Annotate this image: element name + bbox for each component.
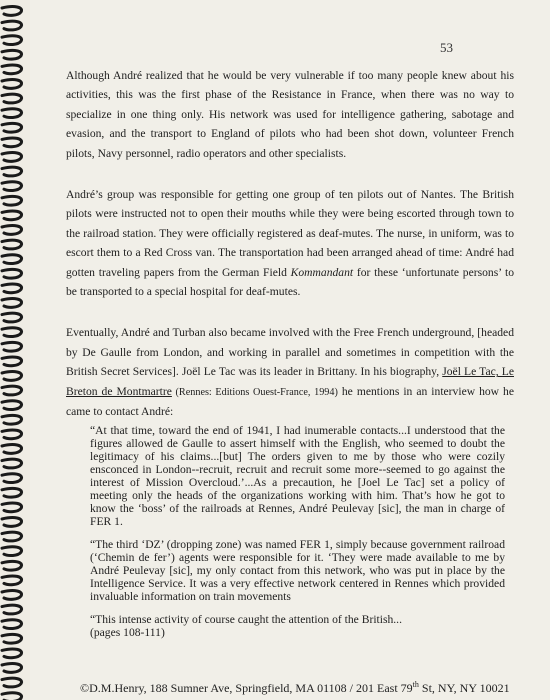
paragraph-3 (66, 323, 514, 421)
binding-coil (2, 65, 22, 74)
binding-coil (2, 386, 22, 395)
binding-coil (2, 357, 22, 366)
binding-coil (2, 50, 22, 59)
binding-coil (2, 226, 22, 235)
paragraph-2-text-end: for these ‘unfortunate persons’ to be transported to a special hospital for deaf-mutes. (66, 265, 515, 299)
binding-coil (2, 445, 22, 454)
binding-coil (2, 167, 22, 176)
binding-coil (2, 430, 22, 439)
binding-coil (2, 372, 22, 381)
page-body (66, 66, 514, 639)
binding-coil (2, 269, 22, 278)
paragraph-3-text-end: he mentions in an interview how he came to contact André: (66, 384, 514, 419)
binding-coil (2, 576, 22, 585)
binding-coil (2, 474, 22, 483)
binding-coil (2, 415, 22, 424)
binding-coil (2, 678, 22, 687)
binding-coil (2, 313, 22, 322)
binding-coil (2, 664, 22, 673)
binding-coil (2, 532, 22, 541)
book-citation: (Rennes: Editions Ouest-France, 1994) (171, 386, 338, 398)
binding-coil (2, 240, 22, 249)
binding-coil (2, 94, 22, 103)
spiral-binding (0, 0, 30, 700)
spiral-binding-coils (0, 0, 30, 700)
quote-3-text: “This intense activity of course caught the attention of the British... (90, 612, 402, 626)
copyright-footer (80, 680, 510, 696)
binding-coil (2, 503, 22, 512)
binding-coil (2, 518, 22, 527)
quote-3 (90, 613, 505, 639)
paragraph-1-text: Although André realized that he would be very vulnerable if too many people knew about his activities, this was the first phase of the Resistance in France, when there was no way to specialize in one thing only. His network was used for intelligence gathering, sabotage and evasion, and the transport to England of pilots who had been shot down, volunteer French pilots, Navy personnel, radio operators and other specialists. (66, 69, 514, 160)
binding-coil (2, 342, 22, 351)
binding-coil (2, 459, 22, 468)
kommandant-term: Kommandant (290, 265, 354, 279)
binding-coil (2, 328, 22, 337)
quote-2: “The third ‘DZ’ (dropping zone) was named FER 1, simply because government railroad (‘Chemin de fer’) agents were responsible for it. ‘They were made available to me by André Peulevay [sic], my only contact from this network, who was put in place by the Intelligence Service. It was a very effective network centered in Rennes which provided invaluable information on train movements (90, 537, 505, 603)
binding-coil (2, 36, 22, 45)
binding-coil (2, 620, 22, 629)
binding-coil (2, 109, 22, 118)
paragraph-1 (66, 66, 514, 163)
binding-coil (2, 284, 22, 293)
binding-coil (2, 634, 22, 643)
book-title: Joël Le Tac, Le Breton de Montmartre (66, 365, 514, 398)
binding-coil (2, 649, 22, 658)
binding-coil (2, 182, 22, 191)
binding-coil (2, 605, 22, 614)
binding-coil (2, 196, 22, 205)
binding-coil (2, 138, 22, 147)
paragraph-2 (66, 185, 514, 301)
binding-coil (2, 693, 22, 700)
binding-coil (2, 561, 22, 570)
binding-coil (2, 255, 22, 264)
binding-coil (2, 123, 22, 132)
binding-coil (2, 211, 22, 220)
binding-coil (2, 547, 22, 556)
quote-pages: (pages 108-111) (90, 625, 165, 639)
binding-coil (2, 591, 22, 600)
paragraph-2-text: André’s group was responsible for getting one group of ten pilots out of Nantes. The British pilots were instructed not to open their mouths while they were being escorted through town to the railroad station. They were officially registered as deaf-mutes. The nurse, in uniform, was to escort them to a Red Cross van. The transportation had been arranged ahead of time: André had gotten traveling papers from the German Field (66, 188, 514, 279)
binding-coil (2, 80, 22, 89)
binding-coil (2, 401, 22, 410)
footer-sup: th (412, 680, 419, 689)
footer-text: ©D.M.Henry, 188 Sumner Ave, Springfield, MA 01108 / 201 East 79 (80, 681, 413, 695)
binding-coil (2, 7, 22, 16)
paragraph-3-text: Eventually, André and Turban also became involved with the Free French underground, [headed by De Gaulle from London, and working in parallel and sometimes in competition with the British Secret Services]. Joël Le Tac was its leader in Brittany. In his biography, (66, 326, 514, 379)
binding-coil (2, 153, 22, 162)
binding-coil (2, 299, 22, 308)
footer-text-end: St, NY, NY 10021 (418, 681, 510, 695)
binding-coil (2, 21, 22, 30)
page-number: 53 (440, 40, 453, 55)
quote-1: “At that time, toward the end of 1941, I had inumerable contacts...I understood that the figures allowed de Gaulle to assert himself with the English, who seemed to doubt the legitimacy of his claims...[but] The orders given to me by those who were cozily ensconced in London--recruit, recruit and recruit some more--seemed to go against the interest of Mission Overcloud.’...As a precaution, he [Joel Le Tac] set a policy of meeting only the heads of the organizations working with him. That’s how he got to know the ‘boss’ of the railroads at Rennes, André Peulevay [sic], the man in charge of FER 1. (90, 423, 505, 528)
binding-coil (2, 488, 22, 497)
